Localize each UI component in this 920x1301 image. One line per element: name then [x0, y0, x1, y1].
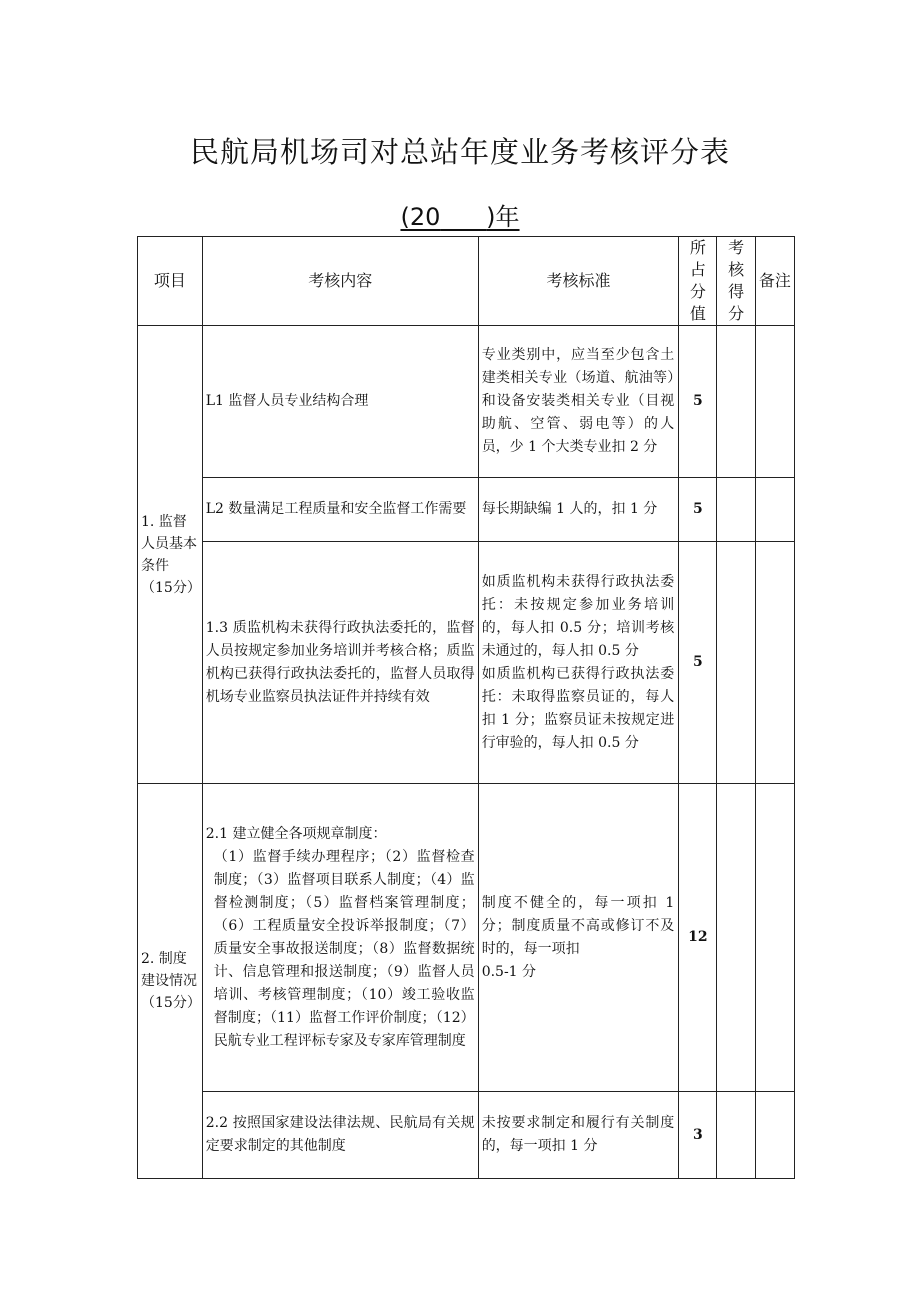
- row-1-3-standard: [478, 542, 679, 784]
- row-1-2-note-cell: [755, 478, 794, 542]
- header-project: 项目: [138, 237, 203, 326]
- row-2-1-score: 12: [679, 784, 717, 1092]
- row-2-2-note-cell: [755, 1092, 794, 1179]
- row-2-2-standard: 未按要求制定和履行有关制度的，每一项扣 1 分: [478, 1092, 679, 1179]
- row-1-2-content: L2 数量满足工程质量和安全监督工作需要: [202, 478, 478, 542]
- row-2-1-standard-line: 0.5-1 分: [481, 963, 537, 980]
- row-1-1-note-cell: [755, 326, 794, 478]
- row-1-2-standard: 每长期缺编 1 人的，扣 1 分: [478, 478, 679, 542]
- row-2-1-content: [202, 784, 478, 1092]
- row-1-3-standard-line: 如质监机构已获得行政执法委托：未取得监察员证的，每人扣 1 分；监察员证未按规定进行审验的，每人扣 0.5 分: [481, 665, 675, 751]
- row-2-1-note-cell: [755, 784, 794, 1092]
- year-prefix: (20: [400, 203, 441, 231]
- row-1-1-result-cell: [717, 326, 755, 478]
- section-1-project: 1. 监督人员基本条件（15分）: [138, 326, 203, 784]
- row-2-1-standard-line: 制度不健全的，每一项扣 1 分；制度质量不高或修订不及时的，每一项扣: [481, 894, 675, 957]
- header-score: 所占分值: [679, 237, 717, 326]
- row-2-1-result-cell: [717, 784, 755, 1092]
- table-row: [138, 326, 795, 478]
- row-1-3-content: 1.3 质监机构未获得行政执法委托的，监督人员按规定参加业务培训并考核合格；质监机构已获得行政执法委托的，监督人员取得机场专业监察员执法证件并持续有效: [202, 542, 478, 784]
- section-2-project: 2. 制度建设情况（15分）: [138, 784, 203, 1179]
- year-line: [0, 197, 920, 232]
- table-row: [138, 478, 795, 542]
- row-1-1-score: 5: [679, 326, 717, 478]
- row-2-1-content-list: （1）监督手续办理程序；（2）监督检查制度；（3）监督项目联系人制度；（4）监督检测制度；（5）监督档案管理制度；（6）工程质量安全投诉举报制度；（7）质量安全事故报送制度；（8）监督数据统计、信息管理和报送制度；（9）监督人员培训、考核管理制度；（10）竣工验收监督制度；（11）监督工作评价制度；（12）民航专业工程评标专家及专家库管理制度: [213, 848, 475, 1049]
- score-table: [137, 236, 795, 1179]
- row-1-1-content: L1 监督人员专业结构合理: [202, 326, 478, 478]
- header-result: 考核得分: [717, 237, 755, 326]
- header-row: [138, 237, 795, 326]
- header-standard: 考核标准: [478, 237, 679, 326]
- row-1-3-note-cell: [755, 542, 794, 784]
- table-row: [138, 542, 795, 784]
- row-1-2-result-cell: [717, 478, 755, 542]
- row-1-3-standard-line: 如质监机构未获得行政执法委托：未按规定参加业务培训的，每人扣 0.5 分；培训考核未通过的，每人扣 0.5 分: [481, 573, 675, 659]
- table-row: [138, 784, 795, 1092]
- year-suffix: )年: [486, 203, 520, 231]
- row-2-2-content: 2.2 按照国家建设法律法规、民航局有关规定要求制定的其他制度: [202, 1092, 478, 1179]
- row-2-2-score: 3: [679, 1092, 717, 1179]
- row-1-1-standard: 专业类别中，应当至少包含土建类相关专业（场道、航油等）和设备安装类相关专业（目视助航、空管、弱电等）的人员，少 1 个大类专业扣 2 分: [478, 326, 679, 478]
- row-1-3-score: 5: [679, 542, 717, 784]
- header-content: 考核内容: [202, 237, 478, 326]
- row-2-1-standard: [478, 784, 679, 1092]
- row-2-2-result-cell: [717, 1092, 755, 1179]
- row-1-2-score: 5: [679, 478, 717, 542]
- header-note: 备注: [755, 237, 794, 326]
- table-row: [138, 1092, 795, 1179]
- row-1-3-result-cell: [717, 542, 755, 784]
- year-blank: [440, 203, 486, 231]
- page-title: 民航局机场司对总站年度业务考核评分表: [189, 135, 730, 169]
- row-2-1-content-heading: 2.1 建立健全各项规章制度：: [205, 825, 387, 842]
